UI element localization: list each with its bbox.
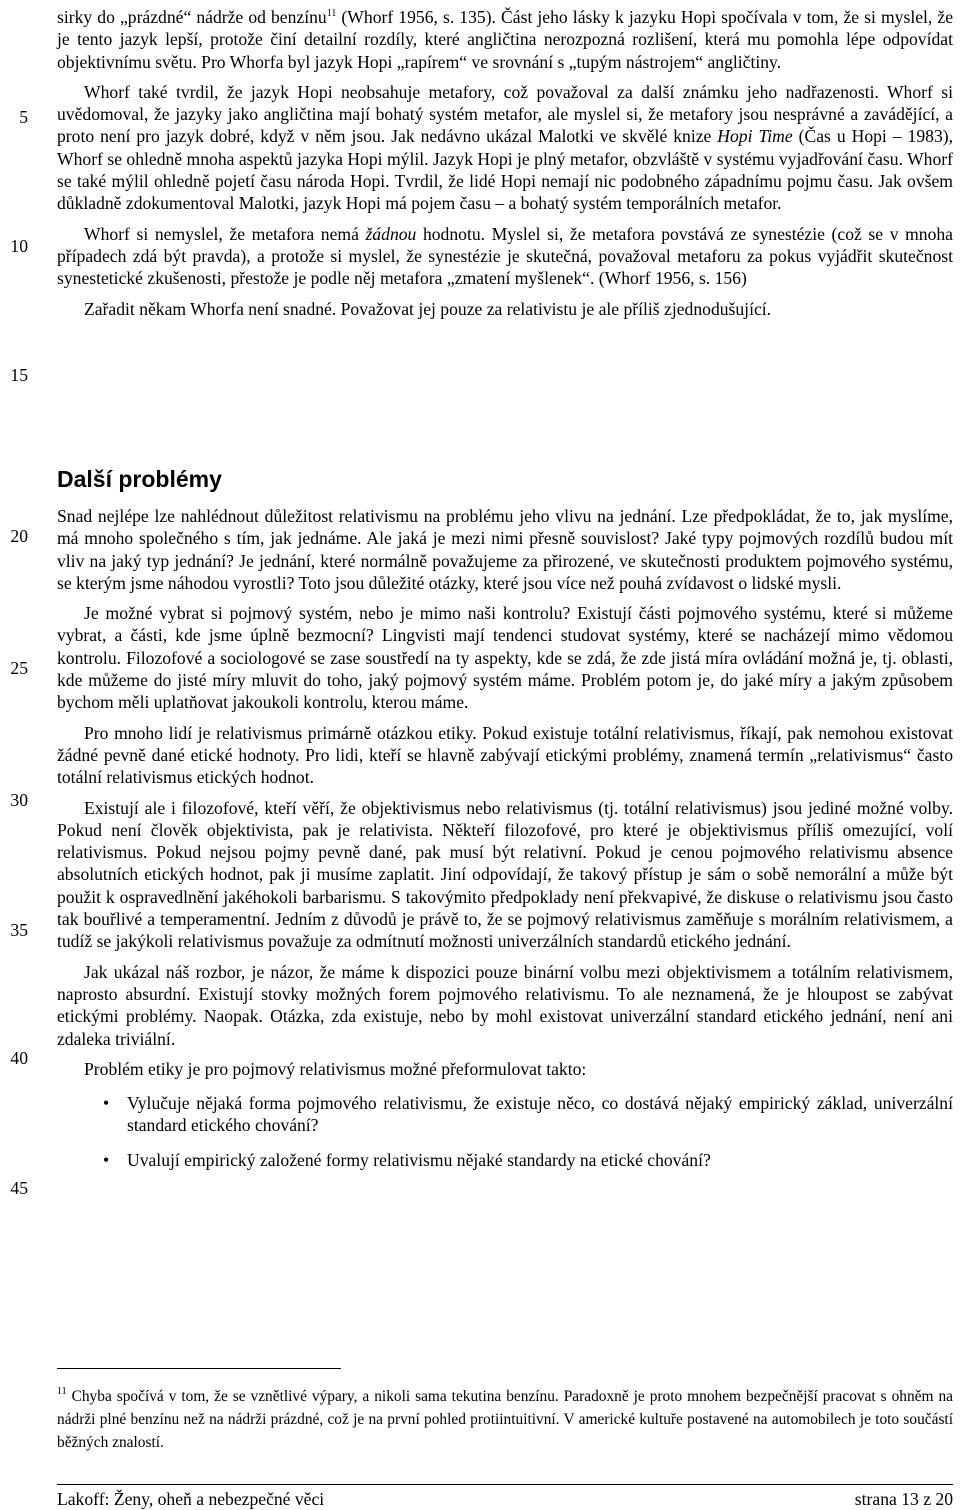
book-title: Hopi Time [717,126,793,147]
paragraph: Problém etiky je pro pojmový relativismus možné přeformulovat takto: [84,1058,587,1079]
line-number-column [0,0,40,1510]
paragraph: Whorf si nemyslel, že metafora nemá žádnou hodnotu. Myslel si, že metafora povstává ze synestézie (což se v mnoha případech zdá být pravda), a protože si myslel, že synestézie je skutečná, považoval metaforu za pokus vyjádřit skutečnost synestetické zkušenosti, přestože je podle něj metafora „zmatení myšlenek“. (Whorf 1956, s. 156) [57,223,953,289]
paragraph: Snad nejlépe lze nahlédnout důležitost relativismu na problému jeho vlivu na jednání. Lze předpokládat, že to, jak myslíme, má mnoho společného s tím, jak jednáme. Ale jaká je mezi nimi přesně souvislost? Jaké typy pojmových rozdílů budou mít vliv na jaký typ jednání? Je jednání, které normálně považujeme za přirozené, ve skutečnosti produktem pojmového systému, se kterým jsme náhodou vyrostli? Toto jsou důležité otázky, které jsou více než pouhá zvídavost o lidské mysli. [57,506,953,593]
list-item: • Vylučuje nějaká forma pojmového relativismu, že existuje něco, co dostává nějaký empirický základ, univerzální standard etického chování? [103,1093,953,1136]
footnote-reference[interactable]: 11 [326,8,337,19]
list-item: • Uvalují empirický založené formy relativismu nějaké standardy na etické chování? [103,1149,711,1170]
top-text-block [57,3,953,320]
line-number: 20 [10,526,28,546]
page-number: strana 13 z 20 [854,1489,953,1509]
footnote [57,1380,953,1454]
line-number: 5 [19,107,28,127]
bullet-list [57,1092,953,1171]
paragraph: Jak ukázal náš rozbor, je názor, že máme k dispozici pouze binární volbu mezi objektivismem a totálním relativismem, naprosto absurdní. Existují stovky možných forem pojmového relativismu. To ale neznamená, že je hloupost se zabývat etickými problémy. Naopak. Otázka, zda existuje, nebo by mohl existovat univerzální standard etického jednání, není ani zdaleka triviální. [57,961,953,1049]
paragraph: sirky do „prázdné“ nádrže od benzínu$^{11}$ (Whorf 1956, s. 135). Část jeho lásky k jazyku Hopi spočívala v tom, že si myslel, že je tento jazyk lepší, protože činí detailní rozdíly, které angličtina nerozpozná rozlišení, která mu pomohla lépe odpovídat objektivnímu světu. Pro Whorfa byl jazyk Hopi „rapírem“ ve srovnání s „tupým nástrojem“ angličtiny. [57,7,954,72]
paragraph: Pro mnoho lidí je relativismus primárně otázkou etiky. Pokud existuje totální relativismus, říkají, pak nemohou existovat žádné pevně dané etické hodnoty. Pro lidi, kteří se hlavně zabývají etickými problémy, znamená termín „relativismus“ často totální relativismus etických hodnot. [57,722,953,788]
footnote-divider [57,1368,341,1369]
line-number: 25 [10,658,28,678]
paragraph: Whorf také tvrdil, že jazyk Hopi neobsahuje metafory, což považoval za další známku jeho nadřazenosti. Whorf si uvědomoval, že jazyky jako angličtina mají bohatý systém metafor, ale myslel si, že metafory jsou nesprávné a zavádějící, a proto není pro jazyk dobré, když v něm jsou. Jak nedávno ukázal Malotki ve skvělé knize Hopi Time (Čas u Hopi – 1983), Whorf se ohledně mnoha aspektů jazyka Hopi mýlil. Jazyk Hopi je plný metafor, obzvláště v systému vyjadřování času. Whorf se také mýlil ohledně pojetí času národa Hopi. Tvrdil, že lidé Hopi nemají nic podobného západnímu pojmu času. Jak ovšem důkladně zdokumentoval Malotki, jazyk Hopi má pojem času – a bohatý systém temporálních metafor. [57,81,953,214]
line-number: 35 [10,920,28,940]
paragraph: Existují ale i filozofové, kteří věří, že objektivismus nebo relativismus (tj. totální relativismus) jsou jediné možné volby. Pokud není člověk objektivista, pak je relativista. Někteří filozofové, pro které je objektivismus příliš omezující, volí relativismus. Pokud nejsou pojmy pevně dané, pak musí být relativní. Pokud je cenou pojmového relativismu absence absolutních etických hodnot, pak ji musíme zaplatit. Jiní odpovídají, že takový přístup je sám o sobě nemorální a může být použit k ospravedlnění jakéhokoli barbarismu. S takovýmito předpoklady není překvapivé, že diskuse o relativismu jsou často tak bouřlivé a temperamentní. Jedním z důvodů je právě to, že se pojmový relativismus zaměňuje s morálním relativismem, a tudíž se jakýkoli relativismus považuje za odmítnutí možnosti univerzálních standardů etického jednání. [57,797,953,952]
line-number: 45 [10,1178,28,1198]
footer-divider [57,1484,953,1485]
paragraph: Je možné vybrat si pojmový systém, nebo je mimo naši kontrolu? Existují části pojmového systému, které si můžeme vybrat, a části, kde jsme úplně bezmocní? Lingvisti mají tendenci studovat systémy, které se nacházejí mimo vědomou kontrolu. Filozofové a sociologové se zase soustředí na ty aspekty, kde se zdá, že zde jistá míra ovládání možná je, tj. oblasti, kde můžeme do jisté míry mluvit do toho, jaký pojmový systém máme. Problém potom je, do jaké míry a jakým způsobem bychom měli uplatňovat jakoukoli kontrolu, kterou máme. [57,603,953,713]
line-number: 10 [10,236,28,256]
page-footer [57,1488,953,1510]
paragraph: Zařadit někam Whorfa není snadné. Považovat jej pouze za relativistu je ale příliš zjednodušující. [84,298,772,319]
bullet-icon: • [103,1093,110,1114]
emphasis: žádnou [365,223,417,244]
line-number: 15 [10,365,28,385]
footnote-text: Chyba spočívá v tom, že se vznětlivé výpary, a nikoli sama tekutina benzínu. Paradoxně je proto mnohem bezpečnější pracovat s ohněm na nádrži plné benzínu než na nádrži prázdné, což je na první pohled protiintuitivní. V americké kultuře postavené na automobilech je toto součástí běžných znalostí. [57,1388,953,1451]
bullet-icon: • [103,1149,110,1170]
section-text-block [57,505,953,1171]
footnote-number: 11 [57,1386,67,1397]
footer-title: Lakoff: Ženy, oheň a nebezpečné věci [57,1489,325,1509]
line-number: 30 [10,790,28,810]
section-heading: Další problémy [57,466,222,492]
line-number: 40 [10,1048,28,1068]
